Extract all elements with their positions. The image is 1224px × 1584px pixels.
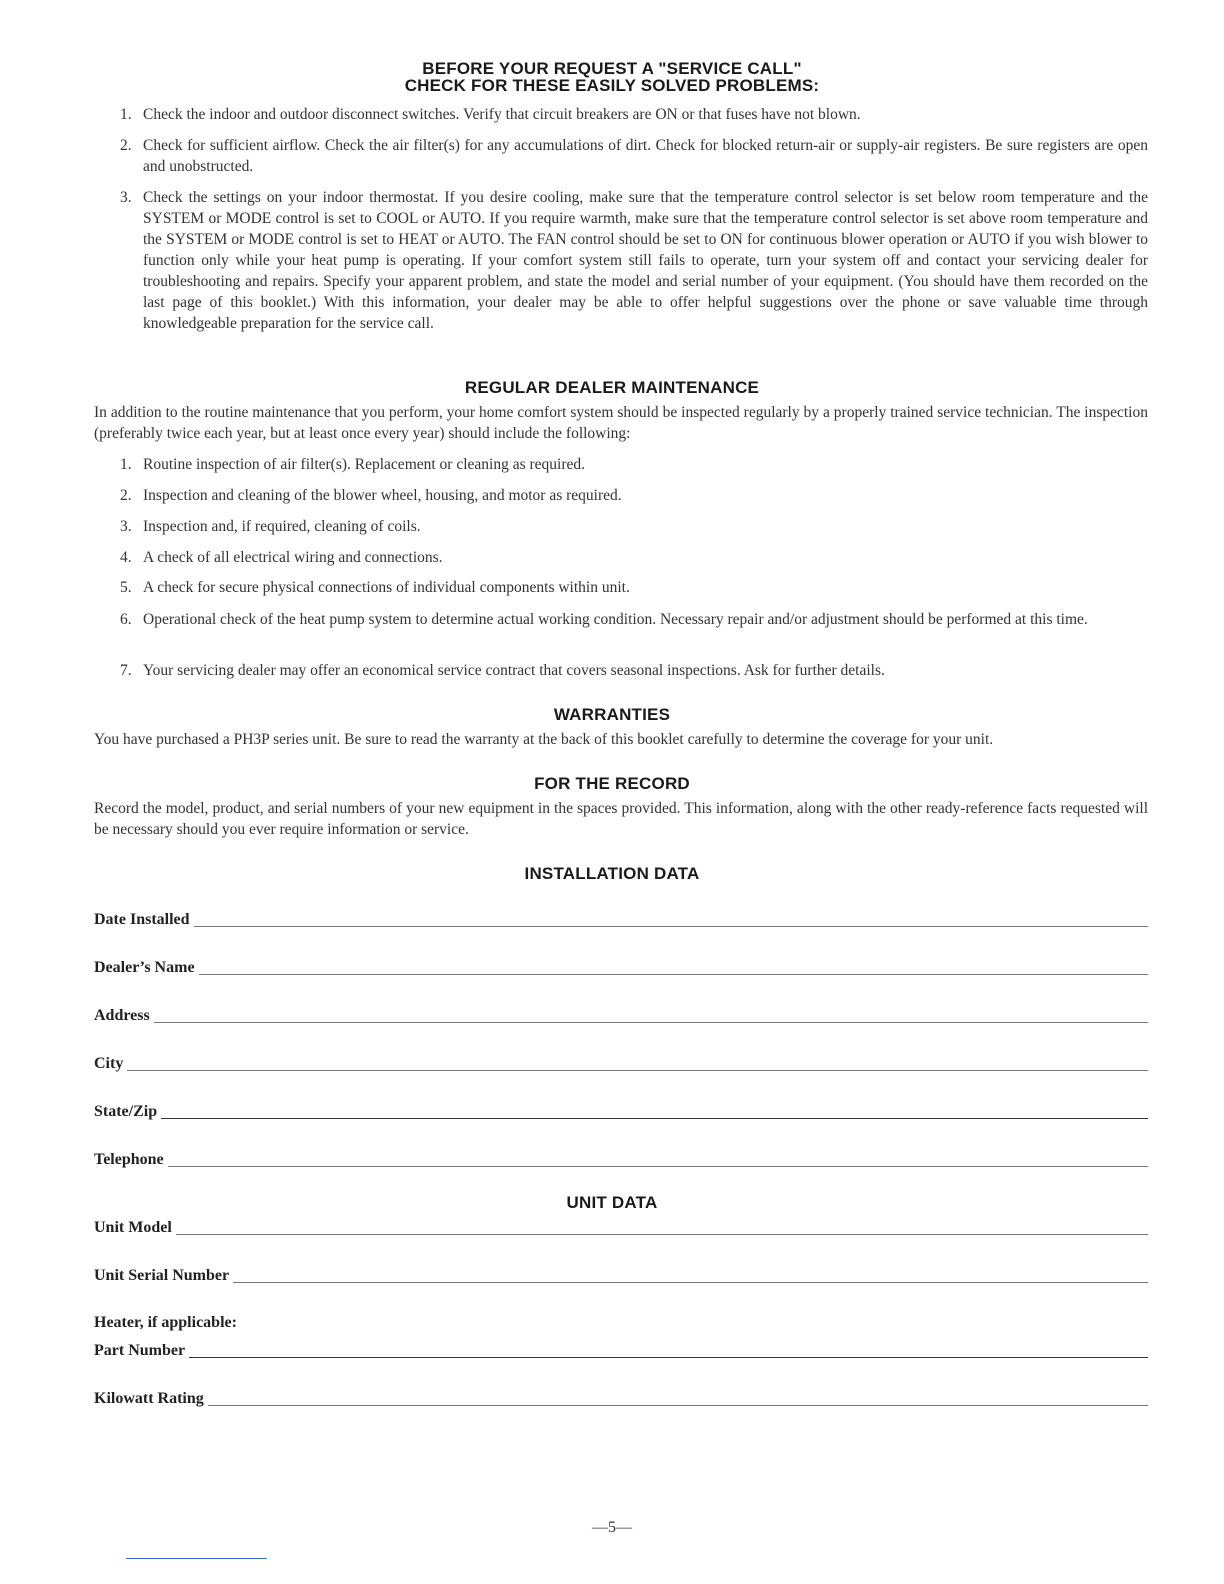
- kilowatt-rating-line[interactable]: [208, 1404, 1148, 1406]
- list-item-text: A check of all electrical wiring and connections.: [143, 549, 443, 566]
- list-item-number: 1.: [120, 456, 132, 473]
- installation-heading: INSTALLATION DATA: [524, 864, 700, 883]
- kilowatt-rating-field[interactable]: [94, 1385, 1148, 1409]
- list-item-number: 7.: [120, 662, 132, 679]
- service-call-heading-line1: BEFORE YOUR REQUEST A "SERVICE CALL": [422, 59, 802, 78]
- list-item-number: 1.: [120, 106, 132, 123]
- list-item-number: 3.: [120, 189, 132, 206]
- list-item-text: Routine inspection of air filter(s). Replacement or cleaning as required.: [143, 456, 586, 473]
- unit-serial-line[interactable]: [233, 1281, 1148, 1283]
- kilowatt-rating-label: Kilowatt Rating: [94, 1390, 204, 1407]
- unit-serial-label: Unit Serial Number: [94, 1267, 230, 1284]
- date-installed-line[interactable]: [194, 925, 1148, 927]
- date-installed-label: Date Installed: [94, 911, 190, 928]
- address-label: Address: [94, 1007, 150, 1024]
- unit-serial-field[interactable]: [94, 1262, 1148, 1286]
- list-item-text: Check the indoor and outdoor disconnect switches. Verify that circuit breakers are ON or that fuses have not blown.: [143, 106, 861, 123]
- record-text: Record the model, product, and serial numbers of your new equipment in the spaces provided. This information, along with the other ready-reference facts requested will be necessary should you ever require information or service.: [94, 800, 1148, 838]
- unit-model-label: Unit Model: [94, 1219, 172, 1236]
- date-installed-field[interactable]: [94, 906, 1148, 930]
- list-item-text: Inspection and cleaning of the blower wheel, housing, and motor as required.: [143, 487, 622, 504]
- list-item-text: Check for sufficient airflow. Check the air filter(s) for any accumulations of dirt. Check for blocked return-air or supply-air registers. Be sure registers are open and unobstructed.: [143, 137, 1148, 175]
- city-label: City: [94, 1055, 124, 1072]
- telephone-label: Telephone: [94, 1151, 164, 1168]
- state-zip-label: State/Zip: [94, 1103, 158, 1120]
- dealer-name-field[interactable]: [94, 954, 1148, 978]
- city-field[interactable]: [94, 1050, 1148, 1074]
- unit-model-line[interactable]: [176, 1233, 1148, 1235]
- list-item-number: 5.: [120, 579, 132, 596]
- record-heading: FOR THE RECORD: [534, 774, 690, 793]
- list-item-number: 2.: [120, 487, 132, 504]
- maintenance-heading: REGULAR DEALER MAINTENANCE: [464, 378, 760, 397]
- part-number-label: Part Number: [94, 1342, 186, 1359]
- heater-label: Heater, if applicable:: [94, 1314, 237, 1331]
- footer-rule: [126, 1558, 267, 1559]
- list-item-text: Check the settings on your indoor thermostat. If you desire cooling, make sure that the temperature control selector is set below room temperature and the SYSTEM or MODE control is set to COOL or AUTO. If you require warmth, make sure that the temperature control selector is set above room temperature and the SYSTEM or MODE control is set to HEAT or AUTO. The FAN control should be set to ON for continuous blower operation or AUTO if you wish blower to function only while your heat pump is operating. If your comfort system still fails to operate, turn your system off and contact your servicing dealer for troubleshooting and repairs. Specify your apparent problem, and state the model and serial number of your equipment. (You should have them recorded on the last page of this booklet.) With this information, your dealer may be able to offer helpful suggestions over the phone or save valuable time through knowledgeable preparation for the service call.: [143, 189, 1148, 332]
- list-item-text: Inspection and, if required, cleaning of coils.: [143, 518, 421, 535]
- state-zip-line[interactable]: [161, 1117, 1148, 1119]
- address-field[interactable]: [94, 1002, 1148, 1026]
- dealer-name-line[interactable]: [199, 973, 1148, 975]
- city-line[interactable]: [127, 1069, 1148, 1071]
- list-item-number: 6.: [120, 611, 132, 628]
- list-item-text: Operational check of the heat pump system to determine actual working condition. Necessary repair and/or adjustment should be performed at this time.: [143, 611, 1088, 628]
- warranties-heading: WARRANTIES: [553, 705, 671, 724]
- state-zip-field[interactable]: [94, 1098, 1148, 1122]
- unit-model-field[interactable]: [94, 1214, 1148, 1238]
- list-item-text: Your servicing dealer may offer an economical service contract that covers seasonal inspections. Ask for further details.: [143, 662, 885, 679]
- service-call-heading-line2: CHECK FOR THESE EASILY SOLVED PROBLEMS:: [404, 76, 820, 95]
- part-number-field[interactable]: [94, 1337, 1148, 1361]
- list-item-number: 4.: [120, 549, 132, 566]
- unit-heading: UNIT DATA: [566, 1193, 658, 1212]
- list-item-number: 2.: [120, 137, 132, 154]
- dealer-name-label: Dealer’s Name: [94, 959, 195, 976]
- part-number-line[interactable]: [189, 1356, 1148, 1358]
- warranties-text: You have purchased a PH3P series unit. Be sure to read the warranty at the back of this booklet carefully to determine the coverage for your unit.: [94, 731, 994, 748]
- list-item-number: 3.: [120, 518, 132, 535]
- list-item-text: A check for secure physical connections of individual components within unit.: [143, 579, 630, 596]
- address-line[interactable]: [154, 1021, 1148, 1023]
- telephone-line[interactable]: [168, 1165, 1148, 1167]
- maintenance-intro: In addition to the routine maintenance that you perform, your home comfort system should be inspected regularly by a properly trained service technician. The inspection (preferably twice each year, but at least once every year) should include the following:: [94, 404, 1148, 442]
- page-number: —5—: [592, 1519, 632, 1536]
- telephone-field[interactable]: [94, 1146, 1148, 1170]
